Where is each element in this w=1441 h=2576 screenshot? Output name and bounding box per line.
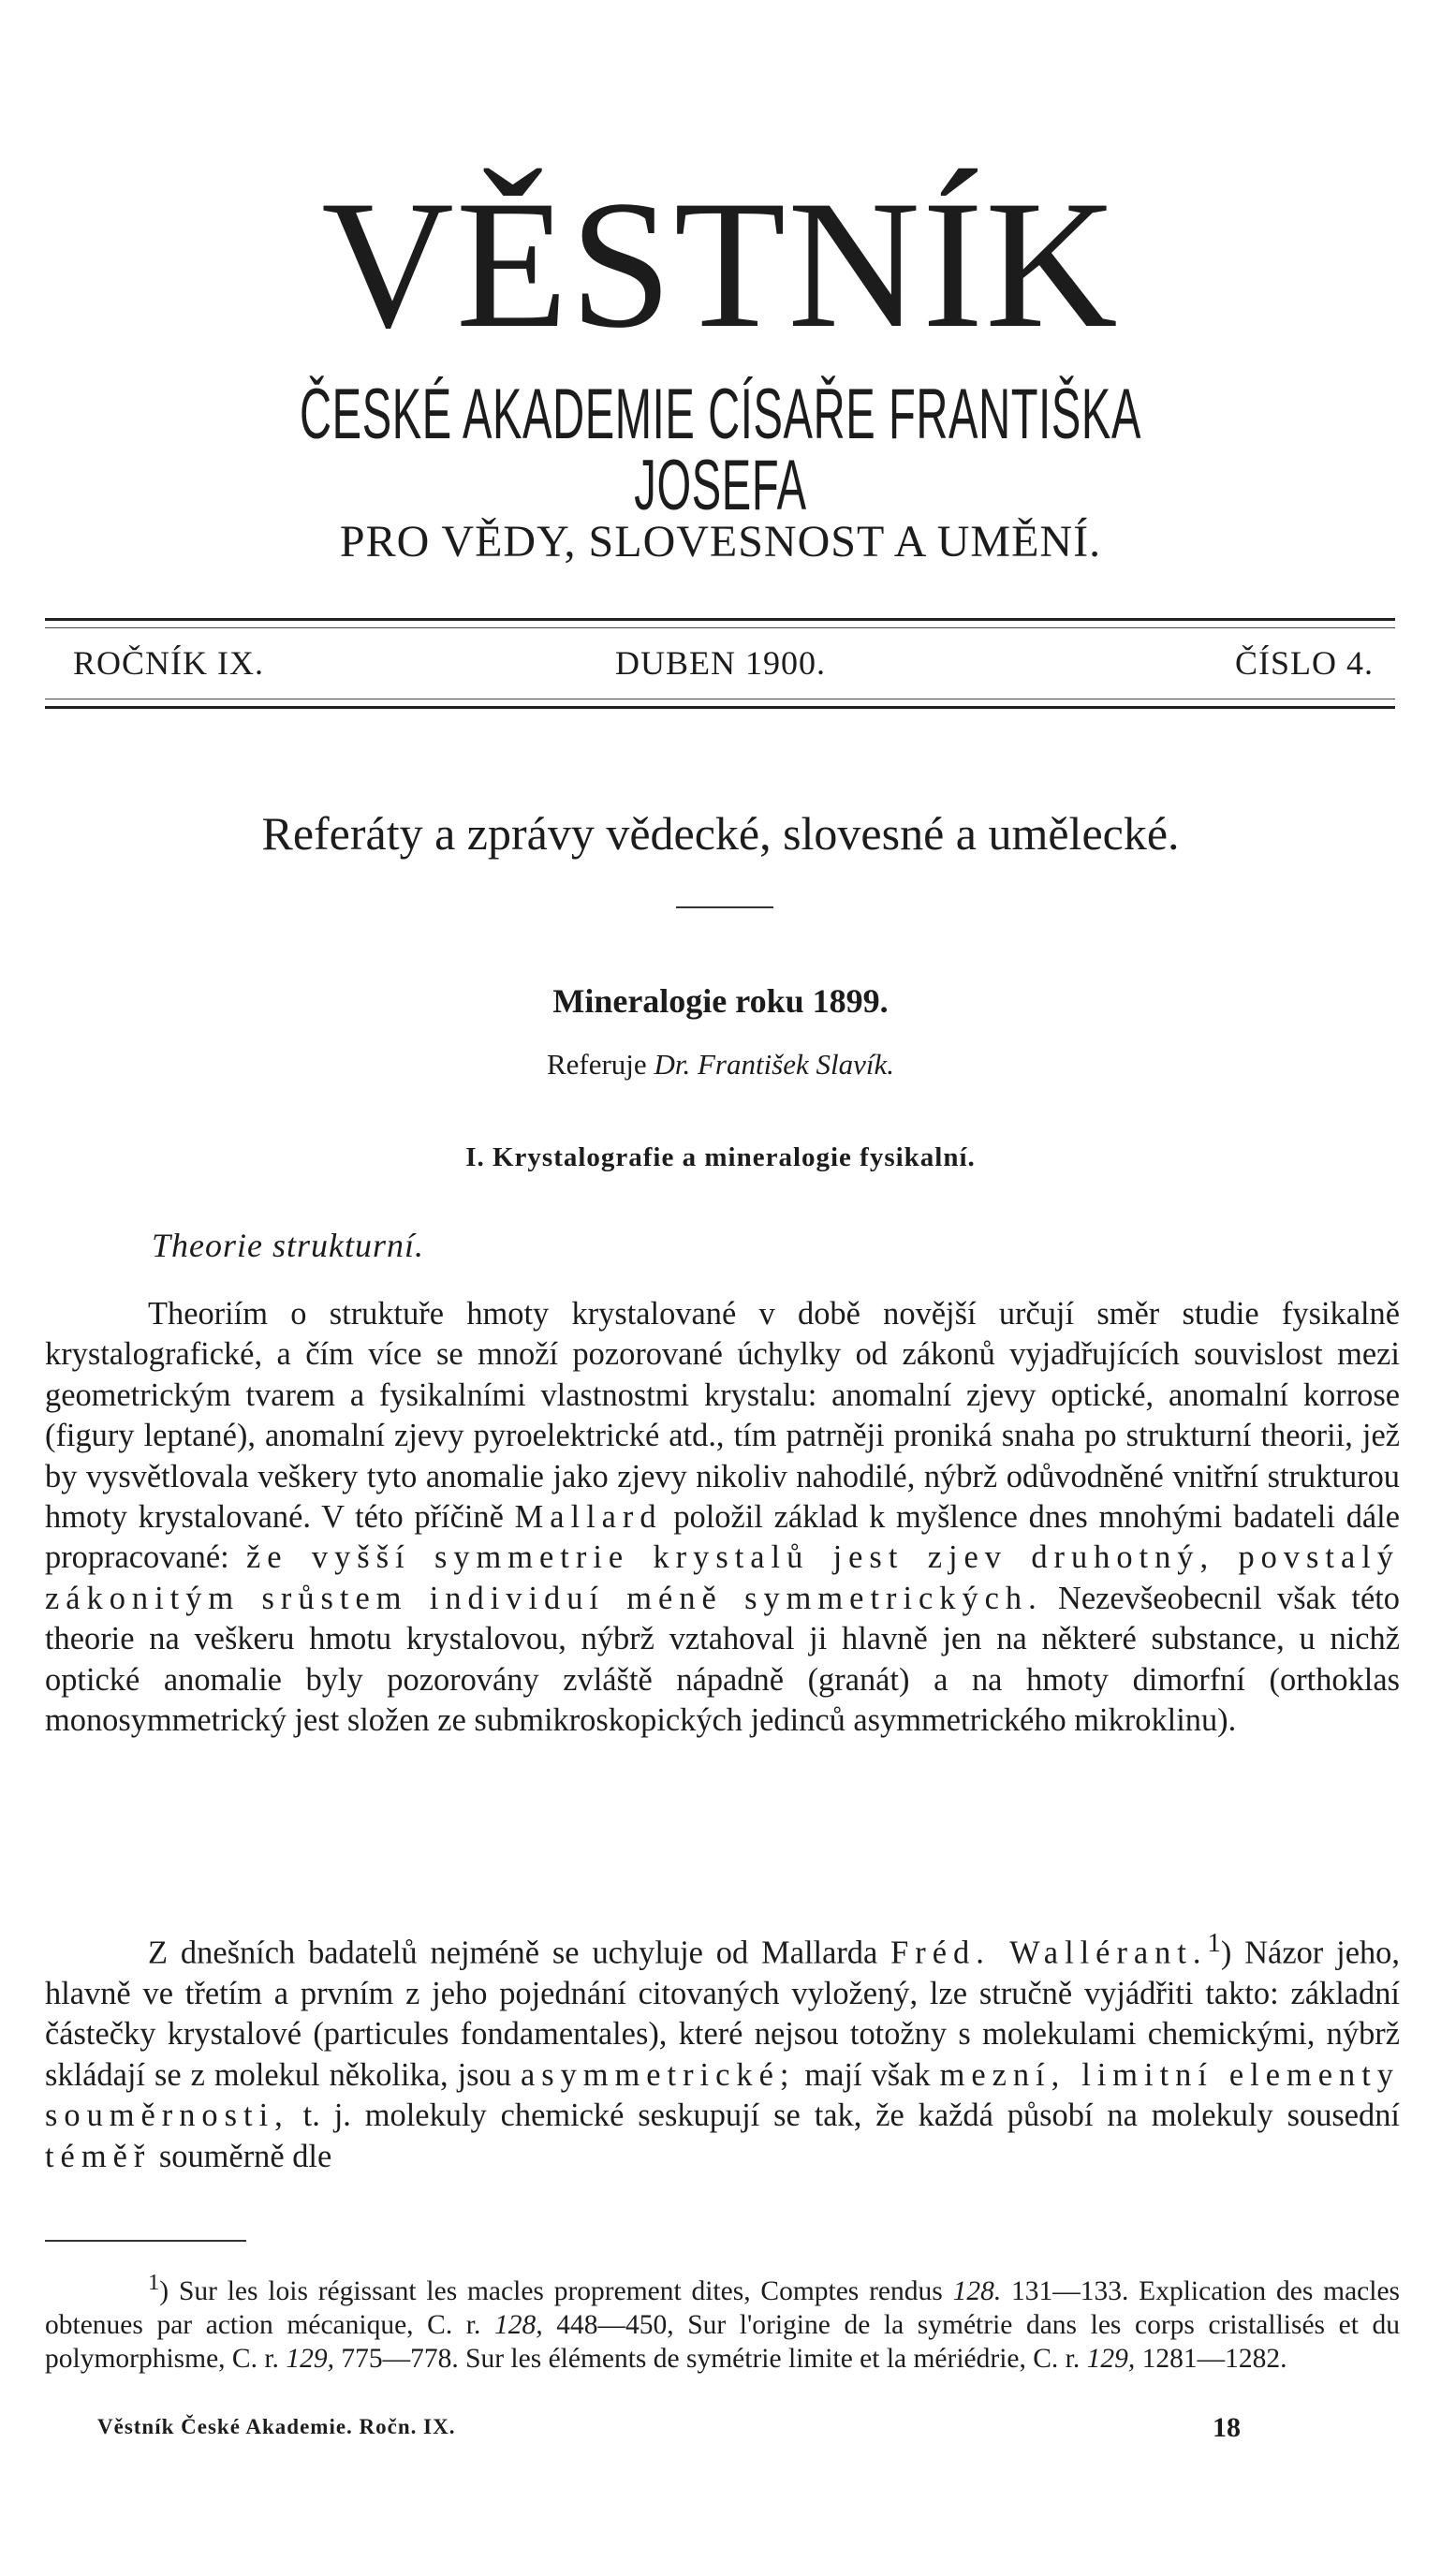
footnote-reference: 1: [1207, 1928, 1221, 1958]
chapter-heading: I. Krystalografie a mineralogie fysikalní.: [465, 1142, 976, 1172]
author-name: Dr. František Slavík.: [654, 1048, 895, 1081]
spaced-emphasis-2: asymmetrické;: [520, 2056, 796, 2093]
footnote-text-e: 1281—1282.: [1141, 2343, 1287, 2374]
paragraph-2: Z dnešních badatelů nejméně se uchyluje od Mallarda Fréd. Wallérant.$^1$) Názor jeho, hlavně ve třetím a prvním z jeho pojednání citovaných vyložený, lze stručně vyjádřiti takto: základní částečky krystalové (particules fondamentales), které nejsou totožny s molekulami chemickými, nýbrž skládají se z molekul několika, jsou asymmetrické; mají však mezní, limitní elementy souměrnosti, t. j. molekuly chemické seskupují se tak, že každá působí na molekuly sousední téměř souměrně dle: [45, 1928, 1400, 2174]
paragraph-2-text-c: mají však: [804, 2056, 931, 2093]
footnote-text-c: 448—450, Sur l'origine de la symétrie dans les corps cristallisés et du polymorphisme, C. r.: [45, 2309, 1401, 2374]
paragraph-1: [45, 1294, 1400, 1741]
footnote-volume-2: 128,: [493, 2309, 543, 2340]
paragraph-1-text-b: položil základ k myšlence dnes mnohými badateli dále propracované:: [45, 1499, 1400, 1576]
section-divider: [676, 906, 773, 908]
paragraph-2-text-a: Z dnešních badatelů nejméně se uchyluje od Mallarda: [148, 1935, 878, 1971]
header-rule-top-thin: [45, 627, 1395, 628]
masthead-subtitle: ČESKÉ AKADEMIE CÍSAŘE FRANTIŠKA JOSEFA: [299, 375, 1142, 525]
header-rule-top: [45, 618, 1395, 621]
issue-volume: ROČNÍK IX.: [73, 644, 264, 682]
paragraph-1-text-a: Theoriím o struktuře hmoty krystalované v době novější určují směr studie fysikalně krystalografické, a čím více se množí pozorované úchylky od zákonů vyjadřujících souvislost mezi geometrickým tvarem a fysikalními vlastnostmi krystalu: anomalní zjevy optické, anomalní korrose (figury leptané), anomalní zjevy pyroelektrické atd., tím patrněji proniká snaha po strukturní theorii, jež by vysvětlovala veškery tyto anomalie jako zjevy nikoliv nahodilé, nýbrž odůvodněné vnitřní strukturou hmoty krystalované. V této příčině: [45, 1296, 1400, 1536]
issue-number: ČÍSLO 4.: [1234, 644, 1374, 682]
subheading: Theorie strukturní.: [152, 1227, 425, 1264]
spaced-name-mallard: Mallard: [514, 1499, 663, 1536]
article-title: Mineralogie roku 1899.: [552, 982, 889, 1020]
paragraph-2-text-e: souměrně dle: [158, 2138, 332, 2174]
article-byline: [0, 1050, 1441, 1079]
page-number: 18: [1213, 2412, 1241, 2443]
masthead-subtitle-2: PRO VĚDY, SLOVESNOST A UMĚNÍ.: [339, 517, 1102, 567]
footnote: $^1$) Sur les lois régissant les macles proprement dites, Comptes rendus 128. 131—133. Explication des macles obtenues par action mécanique, C. r. 128, 448—450, Sur l'origine de la symétrie dans les corps cristallisés et du polymorphisme, C. r. 129, 775—778. Sur les éléments de symétrie limite et la mériédrie, C. r. 129, 1281—1282.: [45, 2270, 1401, 2374]
masthead-title: VĚSTNÍK: [321, 163, 1120, 366]
footnote-text-a: Sur les lois régissant les macles proprement dites, Comptes rendus: [178, 2275, 943, 2306]
paragraph-1-text-c: Nezevšeobecnil však této theorie na veškeru hmotu krystalovou, nýbrž vztahoval ji hlavně jen na některé substance, u nichž optické anomalie byly pozorovány zvláště nápadně (granát) a na hmoty dimorfní (orthoklas monosymmetrický jest složen ze submikroskopických jedinců asymmetrického mikroklinu).: [45, 1580, 1400, 1739]
issue-date: DUBEN 1900.: [615, 644, 826, 682]
footnote-volume-1: 128.: [952, 2275, 1002, 2306]
footnote-volume-3: 129,: [286, 2343, 334, 2374]
footnote-volume-4: 129,: [1086, 2343, 1136, 2374]
paragraph-2-text-d: t. j. molekuly chemické seskupují se tak, že každá působí na molekuly sousední: [302, 2098, 1400, 2134]
footnote-text-b: 131—133. Explication des macles obtenues par action mécanique, C. r.: [45, 2275, 1401, 2340]
footer-journal: Věstník České Akademie. Ročn. IX.: [97, 2415, 456, 2438]
footnote-text-d: 775—778. Sur les éléments de symétrie limite et la mériédrie, C. r.: [341, 2343, 1081, 2374]
section-title: Referáty a zprávy vědecké, slovesné a umělecké.: [261, 807, 1180, 860]
header-rule-bottom: [45, 706, 1395, 709]
spaced-emphasis-4: téměř: [45, 2138, 152, 2174]
spaced-emphasis-1: že vyšší symmetrie krystalů jest zjev druhotný, povstalý zákonitým srůstem individuí méně symmetrických.: [45, 1539, 1400, 1616]
paragraph-2-text-b: Názor jeho, hlavně ve třetím a prvním z jeho pojednání citovaných vyložený, lze stručně vyjádřiti takto: základní částečky krystalové (particules fondamentales), které nejsou totožny s molekulami chemickými, nýbrž skládají se z molekul několika, jsou: [45, 1935, 1400, 2093]
spaced-emphasis-3: mezní, limitní elementy souměrnosti,: [45, 2056, 1400, 2134]
spaced-name-wallerant: Fréd. Wallérant.: [890, 1935, 1208, 1971]
footnote-marker: 1: [148, 2270, 160, 2295]
byline-prefix: Referuje: [546, 1048, 647, 1081]
footnote-rule: [45, 2240, 246, 2242]
